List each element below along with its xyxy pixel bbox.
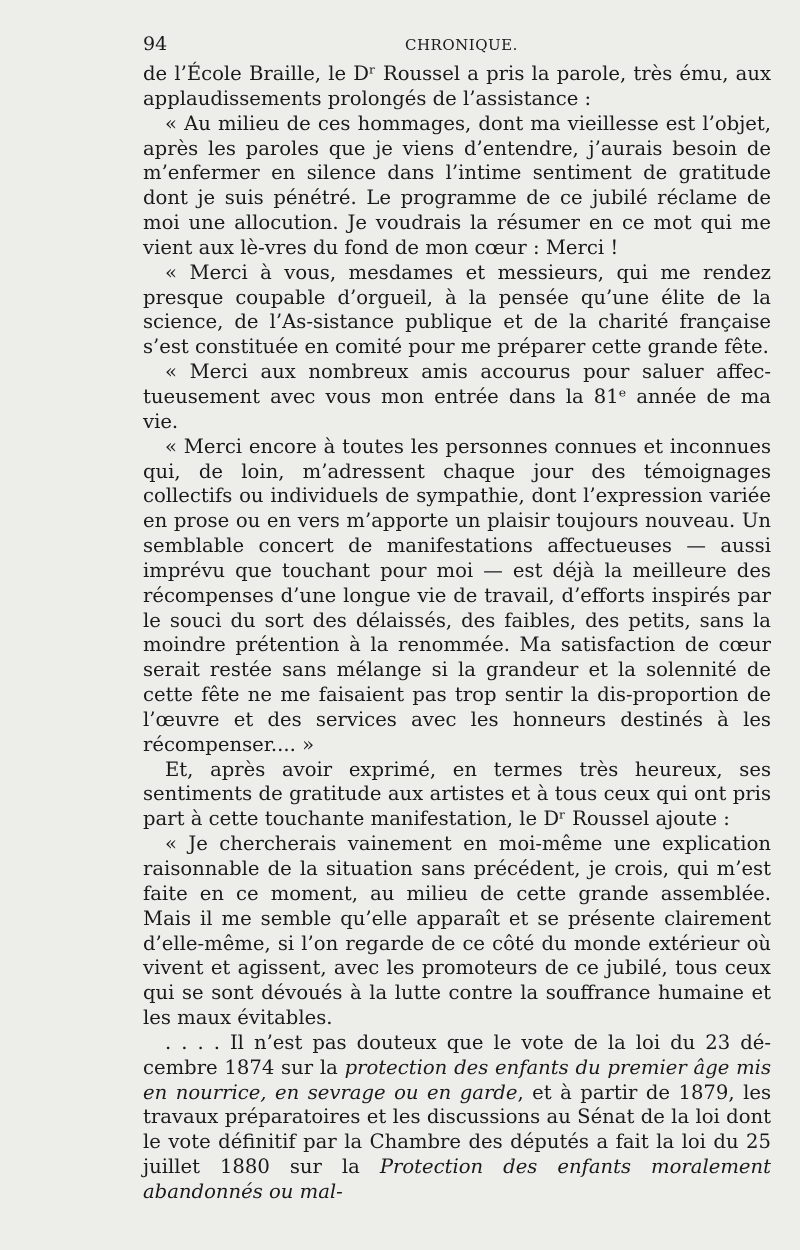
paragraph-laws: [143, 1031, 771, 1205]
paragraph-thanks-committee: « Merci à vous, mesdames et messieurs, qui me rendez presque coupable d’orgueil, à la pensée qu’une élite de la science, de l’As-sistance publique et de la charité française s’est constituée en comité pour me préparer cette grande fête.: [143, 260, 771, 359]
laws-text-2: , et à partir de 1879, les travaux préparatoires et les discussions au Sénat de la loi dont le vote définitif par la Chambre des députés a fait la loi du 25 juillet 1880 sur la: [143, 1080, 771, 1179]
law-title-1880: Protection des enfants moralement abandonnés ou mal-: [143, 1155, 771, 1203]
running-title: CHRONIQUE.: [405, 36, 518, 54]
body-text: [143, 62, 771, 1205]
law-title-1874: protection des enfants du premier âge mis en nourrice, en sevrage ou en garde: [143, 1055, 771, 1104]
page-number: 94: [143, 33, 168, 55]
paragraph-intro: de l’École Braille, le Dʳ Roussel a pris la parole, très ému, aux applaudissements prolongés de l’assistance :: [143, 62, 771, 110]
paragraph-thanks-friends: « Merci aux nombreux amis accourus pour saluer affec-tueusement avec vous mon entrée dans la 81ᵉ année de ma vie.: [143, 360, 771, 433]
paragraph-thanks-sympathizers: « Merci encore à toutes les personnes connues et inconnues qui, de loin, m’adressent chaque jour des témoignages collectifs ou individuels de sympathie, dont l’expression variée en prose ou en vers m’apporte un plaisir toujours nouveau. Un semblable concert de manifestations affectueuses — aussi imprévu que touchant pour moi — est déjà la meilleure des récompenses d’une longue vie de travail, d’efforts inspirés par le souci du sort des délaissés, des faibles, des petits, sans la moindre prétention à la renommée. Ma satisfaction de cœur serait restée sans mélange si la grandeur et la solennité de cette fête ne me faisaient pas trop sentir la dis-proportion de l’œuvre et des services avec les honneurs destinés à les récompenser.... »: [143, 434, 771, 756]
paragraph-explanation: « Je chercherais vainement en moi-même une explication raisonnable de la situation sans précédent, je crois, qui m’est faite en ce moment, au milieu de cette grande assemblée. Mais il me semble qu’elle apparaît et se présente clairement d’elle-même, si l’on regarde de ce côté du monde extérieur où vivent et agissent, avec les promoteurs de ce jubilé, tous ceux qui se sont dévoués à la lutte contre la souffrance humaine et les maux évitables.: [143, 832, 771, 1030]
page-header: [143, 32, 763, 56]
laws-text-1: . . . . Il n’est pas douteux que le vote de la loi du 23 dé-cembre 1874 sur la: [143, 1030, 771, 1079]
paragraph-narration: Et, après avoir exprimé, en termes très heureux, ses sentiments de gratitude aux artistes et à tous ceux qui ont pris part à cette touchante manifestation, le Dʳ Roussel ajoute :: [143, 757, 771, 831]
paragraph-speech-opening: « Au milieu de ces hommages, dont ma vieillesse est l’objet, après les paroles que je viens d’entendre, j’aurais besoin de m’enfermer en silence dans l’intime sentiment de gratitude dont je suis pénétré. Le programme de ce jubilé réclame de moi une allocution. Je voudrais la résumer en ce mot qui me vient aux lè-vres du fond de mon cœur : Merci !: [143, 111, 771, 259]
